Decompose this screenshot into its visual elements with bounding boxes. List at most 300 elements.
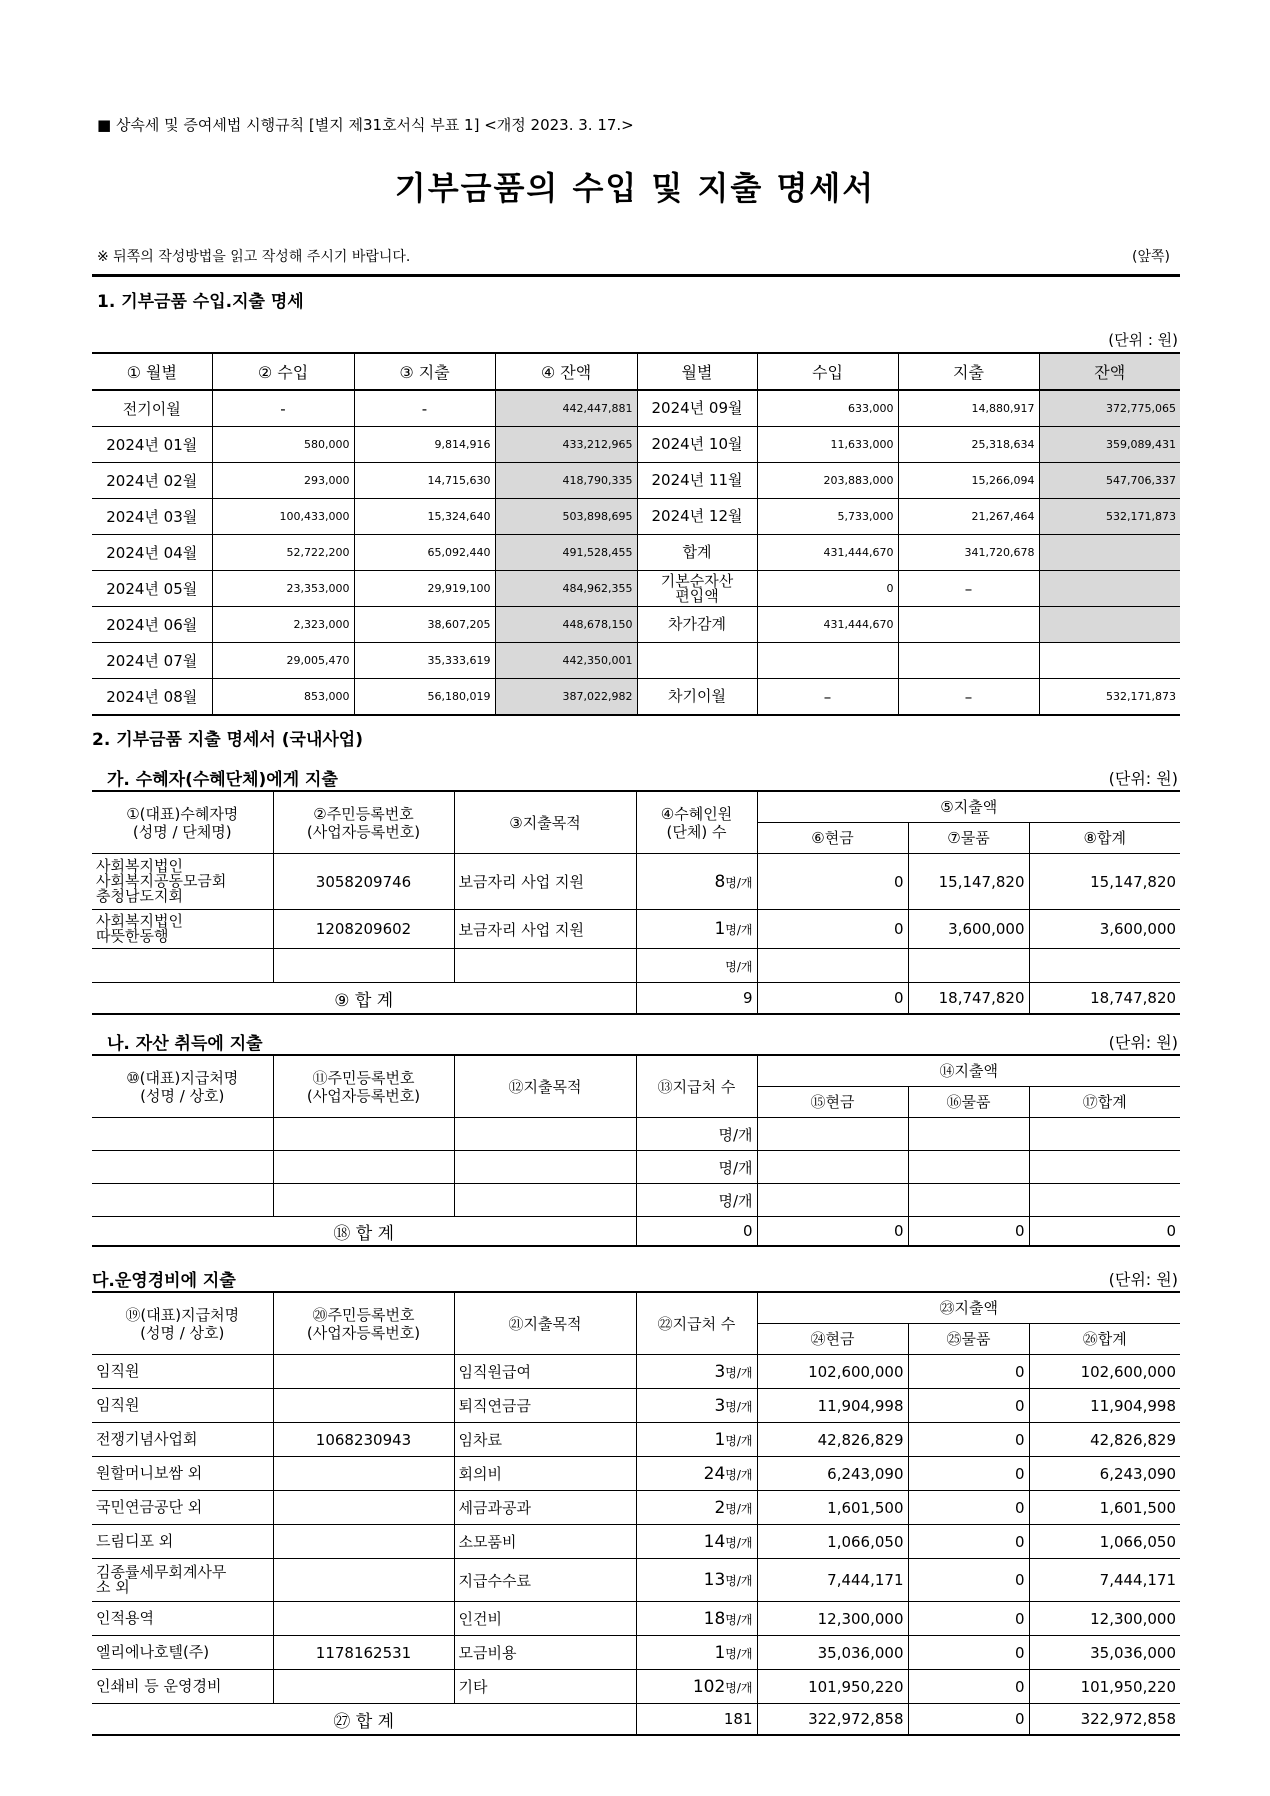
table-row [92,1525,1180,1559]
income-expense-table [92,352,1180,716]
expense-cell: 9,814,916 [354,427,495,463]
h-goods: ㉕물품 [908,1324,1029,1355]
table-row [92,910,1180,949]
h-name [92,1055,273,1118]
beneficiary-name-text: 사회복지법인 따뜻한동행 [96,912,183,945]
income-cell-2: 11,633,000 [757,427,898,463]
payee-name-text: 인쇄비 등 운영경비 [96,1677,222,1695]
payee-name-text: 드림디포 외 [96,1532,174,1550]
goods-amount: 0 [908,1457,1029,1491]
cash-amount: 11,904,998 [757,1389,908,1423]
table-row [92,679,1180,716]
total-amount: 102,600,000 [1029,1355,1180,1389]
expense-cell-2: 341,720,678 [898,535,1039,571]
purpose: 임차료 [454,1423,636,1457]
total-amount: 6,243,090 [1029,1457,1180,1491]
table-row [92,1118,1180,1151]
month-cell-2 [637,571,757,607]
total-amount: 35,036,000 [1029,1636,1180,1670]
payee-name [92,1636,273,1670]
payee-count [636,1389,757,1423]
count-unit: 명/개 [725,875,753,890]
registration-number [273,1491,454,1525]
expense-cell: - [354,390,495,427]
count-unit: 명/개 [725,1646,753,1661]
balance-cell-2: 547,706,337 [1039,463,1180,499]
income-cell-2: – [757,679,898,716]
registration-number: 1178162531 [273,1636,454,1670]
beneficiary-table [92,790,1180,1015]
cash-amount: 0 [757,854,908,910]
h-amount: ⑤지출액 [757,791,1180,823]
col-balance: ④ 잔액 [495,353,637,390]
income-cell: 52,722,200 [212,535,354,571]
operating-expense-table [92,1291,1180,1736]
balance-cell-2: 532,171,873 [1039,499,1180,535]
sum-row [92,983,1180,1015]
month-cell-2 [637,427,757,463]
table-row [92,390,1180,427]
month-cell: 2024년 03월 [92,499,212,535]
registration-number [273,1151,454,1184]
h-count: ㉒지급처 수 [636,1292,757,1355]
section1-unit: (단위 : 원) [1108,331,1178,349]
goods-amount [908,949,1029,983]
purpose: 인건비 [454,1602,636,1636]
count-value: 102 [692,1676,726,1697]
expense-cell-2: 14,880,917 [898,390,1039,427]
cash-amount: 6,243,090 [757,1457,908,1491]
balance-cell-2 [1039,535,1180,571]
table-row [92,499,1180,535]
count-unit: 명/개 [725,1612,753,1627]
payee-count [636,1559,757,1602]
income-cell: 100,433,000 [212,499,354,535]
col-income: ② 수입 [212,353,354,390]
beneficiary-name-text: 사회복지법인 사회복지공동모금회 충청남도지회 [96,857,227,905]
count-value: 8 [714,871,726,892]
goods-amount: 3,600,000 [908,910,1029,949]
registration-number [273,949,454,983]
payee-name [92,1559,273,1602]
expense-cell: 35,333,619 [354,643,495,679]
expense-cell-2 [898,607,1039,643]
purpose [454,1151,636,1184]
income-cell-2 [757,643,898,679]
payee-count [636,1491,757,1525]
payee-count [636,1602,757,1636]
col-month-2: 월별 [637,353,757,390]
expense-cell: 29,919,100 [354,571,495,607]
table-row [92,463,1180,499]
total-amount [1029,1118,1180,1151]
income-cell: 29,005,470 [212,643,354,679]
table-row [92,1670,1180,1704]
count-value: 18 [703,1608,726,1629]
count-value: 24 [703,1463,726,1484]
cash-amount [757,1118,908,1151]
income-cell-2: 431,444,670 [757,535,898,571]
sum-count: 9 [636,983,757,1015]
purpose: 임직원급여 [454,1355,636,1389]
total-amount [1029,1184,1180,1217]
h-reg [273,1292,454,1355]
payee-name [92,1670,273,1704]
purpose: 기타 [454,1670,636,1704]
h-cash: ⑮현금 [757,1087,908,1118]
h-cash: ㉔현금 [757,1324,908,1355]
table-row [92,1491,1180,1525]
goods-amount: 0 [908,1670,1029,1704]
month-cell: 2024년 01월 [92,427,212,463]
count-value: 13 [703,1570,726,1590]
goods-amount: 0 [908,1602,1029,1636]
table-row [92,1636,1180,1670]
payee-name [92,1525,273,1559]
col-month: ① 월별 [92,353,212,390]
income-cell-2: 633,000 [757,390,898,427]
table-row [92,1423,1180,1457]
payee-name-text: 원할머니보쌈 외 [96,1464,203,1482]
payee-name-text: 인적용역 [96,1609,154,1627]
income-cell-2: 5,733,000 [757,499,898,535]
payee-name [92,1491,273,1525]
count-unit: 명/개 [725,1365,753,1380]
sum-label: ⑨ 합 계 [92,983,636,1015]
goods-amount [908,1184,1029,1217]
balance-cell-2 [1039,571,1180,607]
h-total: ⑰합계 [1029,1087,1180,1118]
sum-row [92,1217,1180,1247]
goods-amount: 0 [908,1491,1029,1525]
table-row [92,1389,1180,1423]
h-count-text: ④수혜인원 (단체) 수 [660,804,733,841]
page-side-label: (앞쪽) [1132,249,1170,265]
income-cell: 23,353,000 [212,571,354,607]
goods-amount: 0 [908,1559,1029,1602]
count-value: 3 [714,1361,726,1382]
expense-cell: 15,324,640 [354,499,495,535]
income-cell: 853,000 [212,679,354,716]
sum-goods: 18,747,820 [908,983,1029,1015]
payee-name-text: 임직원 [96,1362,140,1380]
h-amount: ㉓지출액 [757,1292,1180,1324]
balance-cell: 484,962,355 [495,571,637,607]
table-header-row [92,1055,1180,1087]
cash-amount: 7,444,171 [757,1559,908,1602]
expense-cell: 14,715,630 [354,463,495,499]
sum-cash: 322,972,858 [757,1704,908,1736]
payee-count [636,1636,757,1670]
purpose: 보금자리 사업 지원 [454,854,636,910]
goods-amount [908,1118,1029,1151]
payee-count [636,1525,757,1559]
table-row [92,1184,1180,1217]
month-2-text: 차기이월 [668,687,726,705]
count-unit: 명/개 [725,1467,753,1482]
sum-total: 0 [1029,1217,1180,1247]
table-row [92,1355,1180,1389]
h-count [636,791,757,854]
section2c-unit: (단위: 원) [1108,1270,1178,1289]
month-cell: 2024년 08월 [92,679,212,716]
purpose: 보금자리 사업 지원 [454,910,636,949]
table-row [92,1559,1180,1602]
payee-name [92,1389,273,1423]
section2b-unit: (단위: 원) [1108,1033,1178,1052]
divider [92,274,1180,277]
cash-amount: 0 [757,910,908,949]
col-expense-2: 지출 [898,353,1039,390]
h-goods: ⑦물품 [908,823,1029,854]
month-2-text: 기본순자산 편입액 [660,571,734,605]
count-unit: 명/개 [725,1680,753,1695]
payee-name-text: 전쟁기념사업회 [96,1430,198,1448]
balance-cell: 448,678,150 [495,607,637,643]
h-name-text: ⑩(대표)지급처명 (성명 / 상호) [126,1068,239,1105]
purpose: 세금과공과 [454,1491,636,1525]
payee-name [92,1457,273,1491]
table-row [92,949,1180,983]
month-cell-2 [637,679,757,716]
cash-amount: 35,036,000 [757,1636,908,1670]
registration-number [273,1525,454,1559]
total-amount: 42,826,829 [1029,1423,1180,1457]
count-unit: 명/개 [725,1433,753,1448]
total-amount: 15,147,820 [1029,854,1180,910]
cash-amount [757,949,908,983]
table-row [92,607,1180,643]
instruction-note: ※ 뒤쪽의 작성방법을 읽고 작성해 주시기 바랍니다. [97,249,411,265]
goods-amount: 0 [908,1389,1029,1423]
registration-number [273,1457,454,1491]
h-reg-text: ⑳주민등록번호 (사업자등록번호) [306,1305,421,1342]
registration-number [273,1389,454,1423]
count-value: 1 [714,919,726,939]
beneficiary-name [92,949,273,983]
registration-number: 1208209602 [273,910,454,949]
table-row [92,427,1180,463]
payee-count: 명/개 [636,1118,757,1151]
balance-cell-2: 532,171,873 [1039,679,1180,716]
balance-cell-2 [1039,643,1180,679]
sum-goods: 0 [908,1704,1029,1736]
goods-amount: 0 [908,1355,1029,1389]
purpose: 퇴직연금금 [454,1389,636,1423]
h-count: ⑬지급처 수 [636,1055,757,1118]
balance-cell-2: 359,089,431 [1039,427,1180,463]
goods-amount: 15,147,820 [908,854,1029,910]
expense-cell: 65,092,440 [354,535,495,571]
recipient-count [636,854,757,910]
month-cell: 2024년 05월 [92,571,212,607]
balance-cell-2 [1039,607,1180,643]
sum-cash: 0 [757,1217,908,1247]
expense-cell: 56,180,019 [354,679,495,716]
h-purpose: ㉑지출목적 [454,1292,636,1355]
section2a-title: 가. 수혜자(수혜단체)에게 지출 [107,770,338,790]
expense-cell-2: 25,318,634 [898,427,1039,463]
payee-count: 명/개 [636,1151,757,1184]
h-name [92,791,273,854]
h-purpose: ③지출목적 [454,791,636,854]
income-cell: 2,323,000 [212,607,354,643]
goods-amount [908,1151,1029,1184]
cash-amount [757,1184,908,1217]
sum-count: 0 [636,1217,757,1247]
col-balance-2: 잔액 [1039,353,1180,390]
month-cell: 2024년 06월 [92,607,212,643]
col-income-2: 수입 [757,353,898,390]
beneficiary-name [92,854,273,910]
balance-cell: 503,898,695 [495,499,637,535]
registration-number [273,1355,454,1389]
expense-cell-2 [898,643,1039,679]
h-cash: ⑥현금 [757,823,908,854]
month-cell-2 [637,607,757,643]
income-cell-2: 0 [757,571,898,607]
month-2-text: 합계 [682,543,712,561]
count-unit: 명/개 [725,1501,753,1516]
col-expense: ③ 지출 [354,353,495,390]
expense-cell-2: – [898,679,1039,716]
sum-row [92,1704,1180,1736]
income-cell: 293,000 [212,463,354,499]
sum-goods: 0 [908,1217,1029,1247]
balance-cell: 433,212,965 [495,427,637,463]
table-row [92,1151,1180,1184]
registration-number [273,1602,454,1636]
h-reg [273,791,454,854]
month-cell: 2024년 04월 [92,535,212,571]
total-amount [1029,1151,1180,1184]
payee-name [92,1355,273,1389]
cash-amount: 1,066,050 [757,1525,908,1559]
total-amount: 1,601,500 [1029,1491,1180,1525]
registration-number [273,1184,454,1217]
sum-label: ㉗ 합 계 [92,1704,636,1736]
month-cell: 2024년 02월 [92,463,212,499]
month-2-text: 2024년 11월 [651,471,743,489]
month-cell-2 [637,463,757,499]
form-reference: ■ 상속세 및 증여세법 시행규칙 [별지 제31호서식 부표 1] <개정 2023. 3. 17.> [97,116,634,134]
registration-number [273,1670,454,1704]
total-amount [1029,949,1180,983]
h-name-text: ⑲(대표)지급처명 (성명 / 상호) [125,1305,240,1342]
table-row [92,571,1180,607]
purpose [454,1184,636,1217]
count-value: 14 [703,1531,726,1552]
month-2-text: 2024년 12월 [651,507,743,525]
sum-total: 18,747,820 [1029,983,1180,1015]
cash-amount: 101,950,220 [757,1670,908,1704]
total-amount: 11,904,998 [1029,1389,1180,1423]
table-header-row [92,1292,1180,1324]
document-title: 기부금품의 수입 및 지출 명세서 [394,169,876,207]
total-amount: 12,300,000 [1029,1602,1180,1636]
registration-number: 3058209746 [273,854,454,910]
table-row [92,535,1180,571]
count-value: 1 [714,1642,726,1663]
month-cell: 전기이월 [92,390,212,427]
total-amount: 101,950,220 [1029,1670,1180,1704]
table-row [92,1457,1180,1491]
purpose [454,949,636,983]
h-name-text: ①(대표)수혜자명 (성명 / 단체명) [126,804,239,841]
month-2-text: 차가감계 [668,615,726,633]
total-amount: 3,600,000 [1029,910,1180,949]
purpose: 회의비 [454,1457,636,1491]
registration-number [273,1118,454,1151]
payee-count [636,1670,757,1704]
sum-cash: 0 [757,983,908,1015]
count-value: 1 [714,1429,726,1450]
cash-amount: 12,300,000 [757,1602,908,1636]
recipient-count [636,949,757,983]
total-amount: 1,066,050 [1029,1525,1180,1559]
payee-count [636,1457,757,1491]
payee-name [92,1423,273,1457]
h-total: ㉖합계 [1029,1324,1180,1355]
section1-title: 1. 기부금품 수입.지출 명세 [97,292,304,312]
goods-amount: 0 [908,1525,1029,1559]
expense-cell: 38,607,205 [354,607,495,643]
month-2-text: 2024년 10월 [651,435,743,453]
table-row [92,854,1180,910]
cash-amount: 42,826,829 [757,1423,908,1457]
h-total: ⑧합계 [1029,823,1180,854]
cash-amount: 1,601,500 [757,1491,908,1525]
sum-label: ⑱ 합 계 [92,1217,636,1247]
income-cell-2: 431,444,670 [757,607,898,643]
section2-title: 2. 기부금품 지출 명세서 (국내사업) [92,730,363,750]
h-amount: ⑭지출액 [757,1055,1180,1087]
purpose: 지급수수료 [454,1559,636,1602]
registration-number: 1068230943 [273,1423,454,1457]
payee-name-text: 임직원 [96,1396,140,1414]
section2b-title: 나. 자산 취득에 지출 [107,1034,263,1054]
count-value: 2 [714,1497,726,1518]
cash-amount: 102,600,000 [757,1355,908,1389]
section2c-title: 다.운영경비에 지출 [92,1271,236,1291]
payee-name [92,1602,273,1636]
table-row [92,643,1180,679]
payee-name-text: 엘리에나호텔(주) [96,1643,210,1661]
purpose [454,1118,636,1151]
expense-cell-2: 21,267,464 [898,499,1039,535]
expense-cell-2: – [898,571,1039,607]
income-cell: 580,000 [212,427,354,463]
count-unit: 명/개 [725,1574,753,1588]
section2a-unit: (단위: 원) [1108,769,1178,788]
balance-cell: 387,022,982 [495,679,637,716]
beneficiary-name [92,910,273,949]
payee-name [92,1118,273,1151]
h-goods: ⑯물품 [908,1087,1029,1118]
table-header-row [92,791,1180,823]
month-cell-2 [637,643,757,679]
count-unit: 명/개 [725,959,753,974]
count-unit: 명/개 [725,1399,753,1414]
balance-cell-2: 372,775,065 [1039,390,1180,427]
asset-acquisition-table [92,1054,1180,1247]
total-amount: 7,444,171 [1029,1559,1180,1602]
count-unit: 명/개 [725,923,753,937]
h-name [92,1292,273,1355]
balance-cell: 442,350,001 [495,643,637,679]
h-reg-text: ②주민등록번호 (사업자등록번호) [306,804,421,841]
h-purpose: ⑫지출목적 [454,1055,636,1118]
